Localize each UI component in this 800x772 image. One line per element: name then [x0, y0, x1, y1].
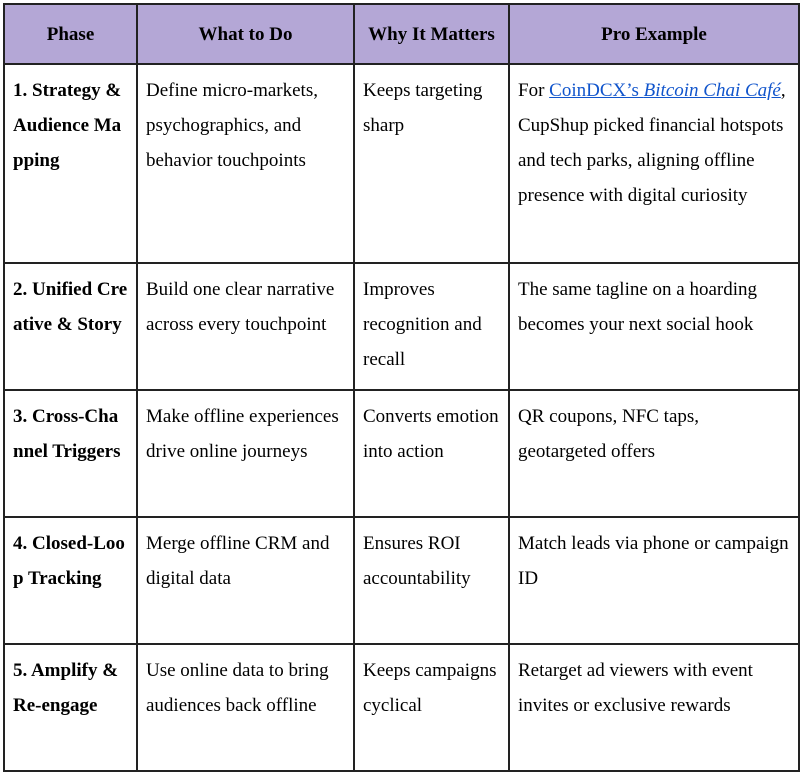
table-row — [4, 644, 799, 771]
example-cell: Retarget ad viewers with event invites or exclusive rewards — [509, 644, 799, 771]
example-cell — [509, 64, 799, 263]
phase-cell: 3. Cross-Channel Triggers — [4, 390, 137, 517]
example-cell: The same tagline on a hoarding becomes your next social hook — [509, 263, 799, 390]
link-italic-text: Bitcoin Chai Café — [643, 80, 781, 101]
table-row — [4, 517, 799, 644]
what-cell: Merge offline CRM and digital data — [137, 517, 354, 644]
header-row — [4, 4, 799, 64]
table-row — [4, 390, 799, 517]
header-phase: Phase — [4, 4, 137, 64]
phase-cell: 2. Unified Creative & Story — [4, 263, 137, 390]
phase-cell: 4. Closed-Loop Tracking — [4, 517, 137, 644]
phase-cell: 1. Strategy & Audience Mapping — [4, 64, 137, 263]
what-cell: Make offline experiences drive online journeys — [137, 390, 354, 517]
example-cell: Match leads via phone or campaign ID — [509, 517, 799, 644]
why-cell: Converts emotion into action — [354, 390, 509, 517]
example-suffix: , CupShup picked financial hotspots and tech parks, aligning offline presence with digital curiosity — [518, 80, 786, 206]
phase-cell: 5. Amplify & Re-engage — [4, 644, 137, 771]
coindcx-link[interactable] — [549, 80, 781, 101]
header-what-to-do: What to Do — [137, 4, 354, 64]
example-cell: QR coupons, NFC taps, geotargeted offers — [509, 390, 799, 517]
phase-table — [3, 3, 800, 772]
example-prefix: For — [518, 80, 550, 101]
header-why-it-matters: Why It Matters — [354, 4, 509, 64]
what-cell: Use online data to bring audiences back offline — [137, 644, 354, 771]
link-text: CoinDCX’s — [549, 80, 644, 101]
why-cell: Ensures ROI accountability — [354, 517, 509, 644]
table-row — [4, 64, 799, 263]
table-row — [4, 263, 799, 390]
header-pro-example: Pro Example — [509, 4, 799, 64]
why-cell: Keeps targeting sharp — [354, 64, 509, 263]
why-cell: Improves recognition and recall — [354, 263, 509, 390]
what-cell: Build one clear narrative across every touchpoint — [137, 263, 354, 390]
why-cell: Keeps campaigns cyclical — [354, 644, 509, 771]
what-cell: Define micro-markets, psychographics, and behavior touchpoints — [137, 64, 354, 263]
